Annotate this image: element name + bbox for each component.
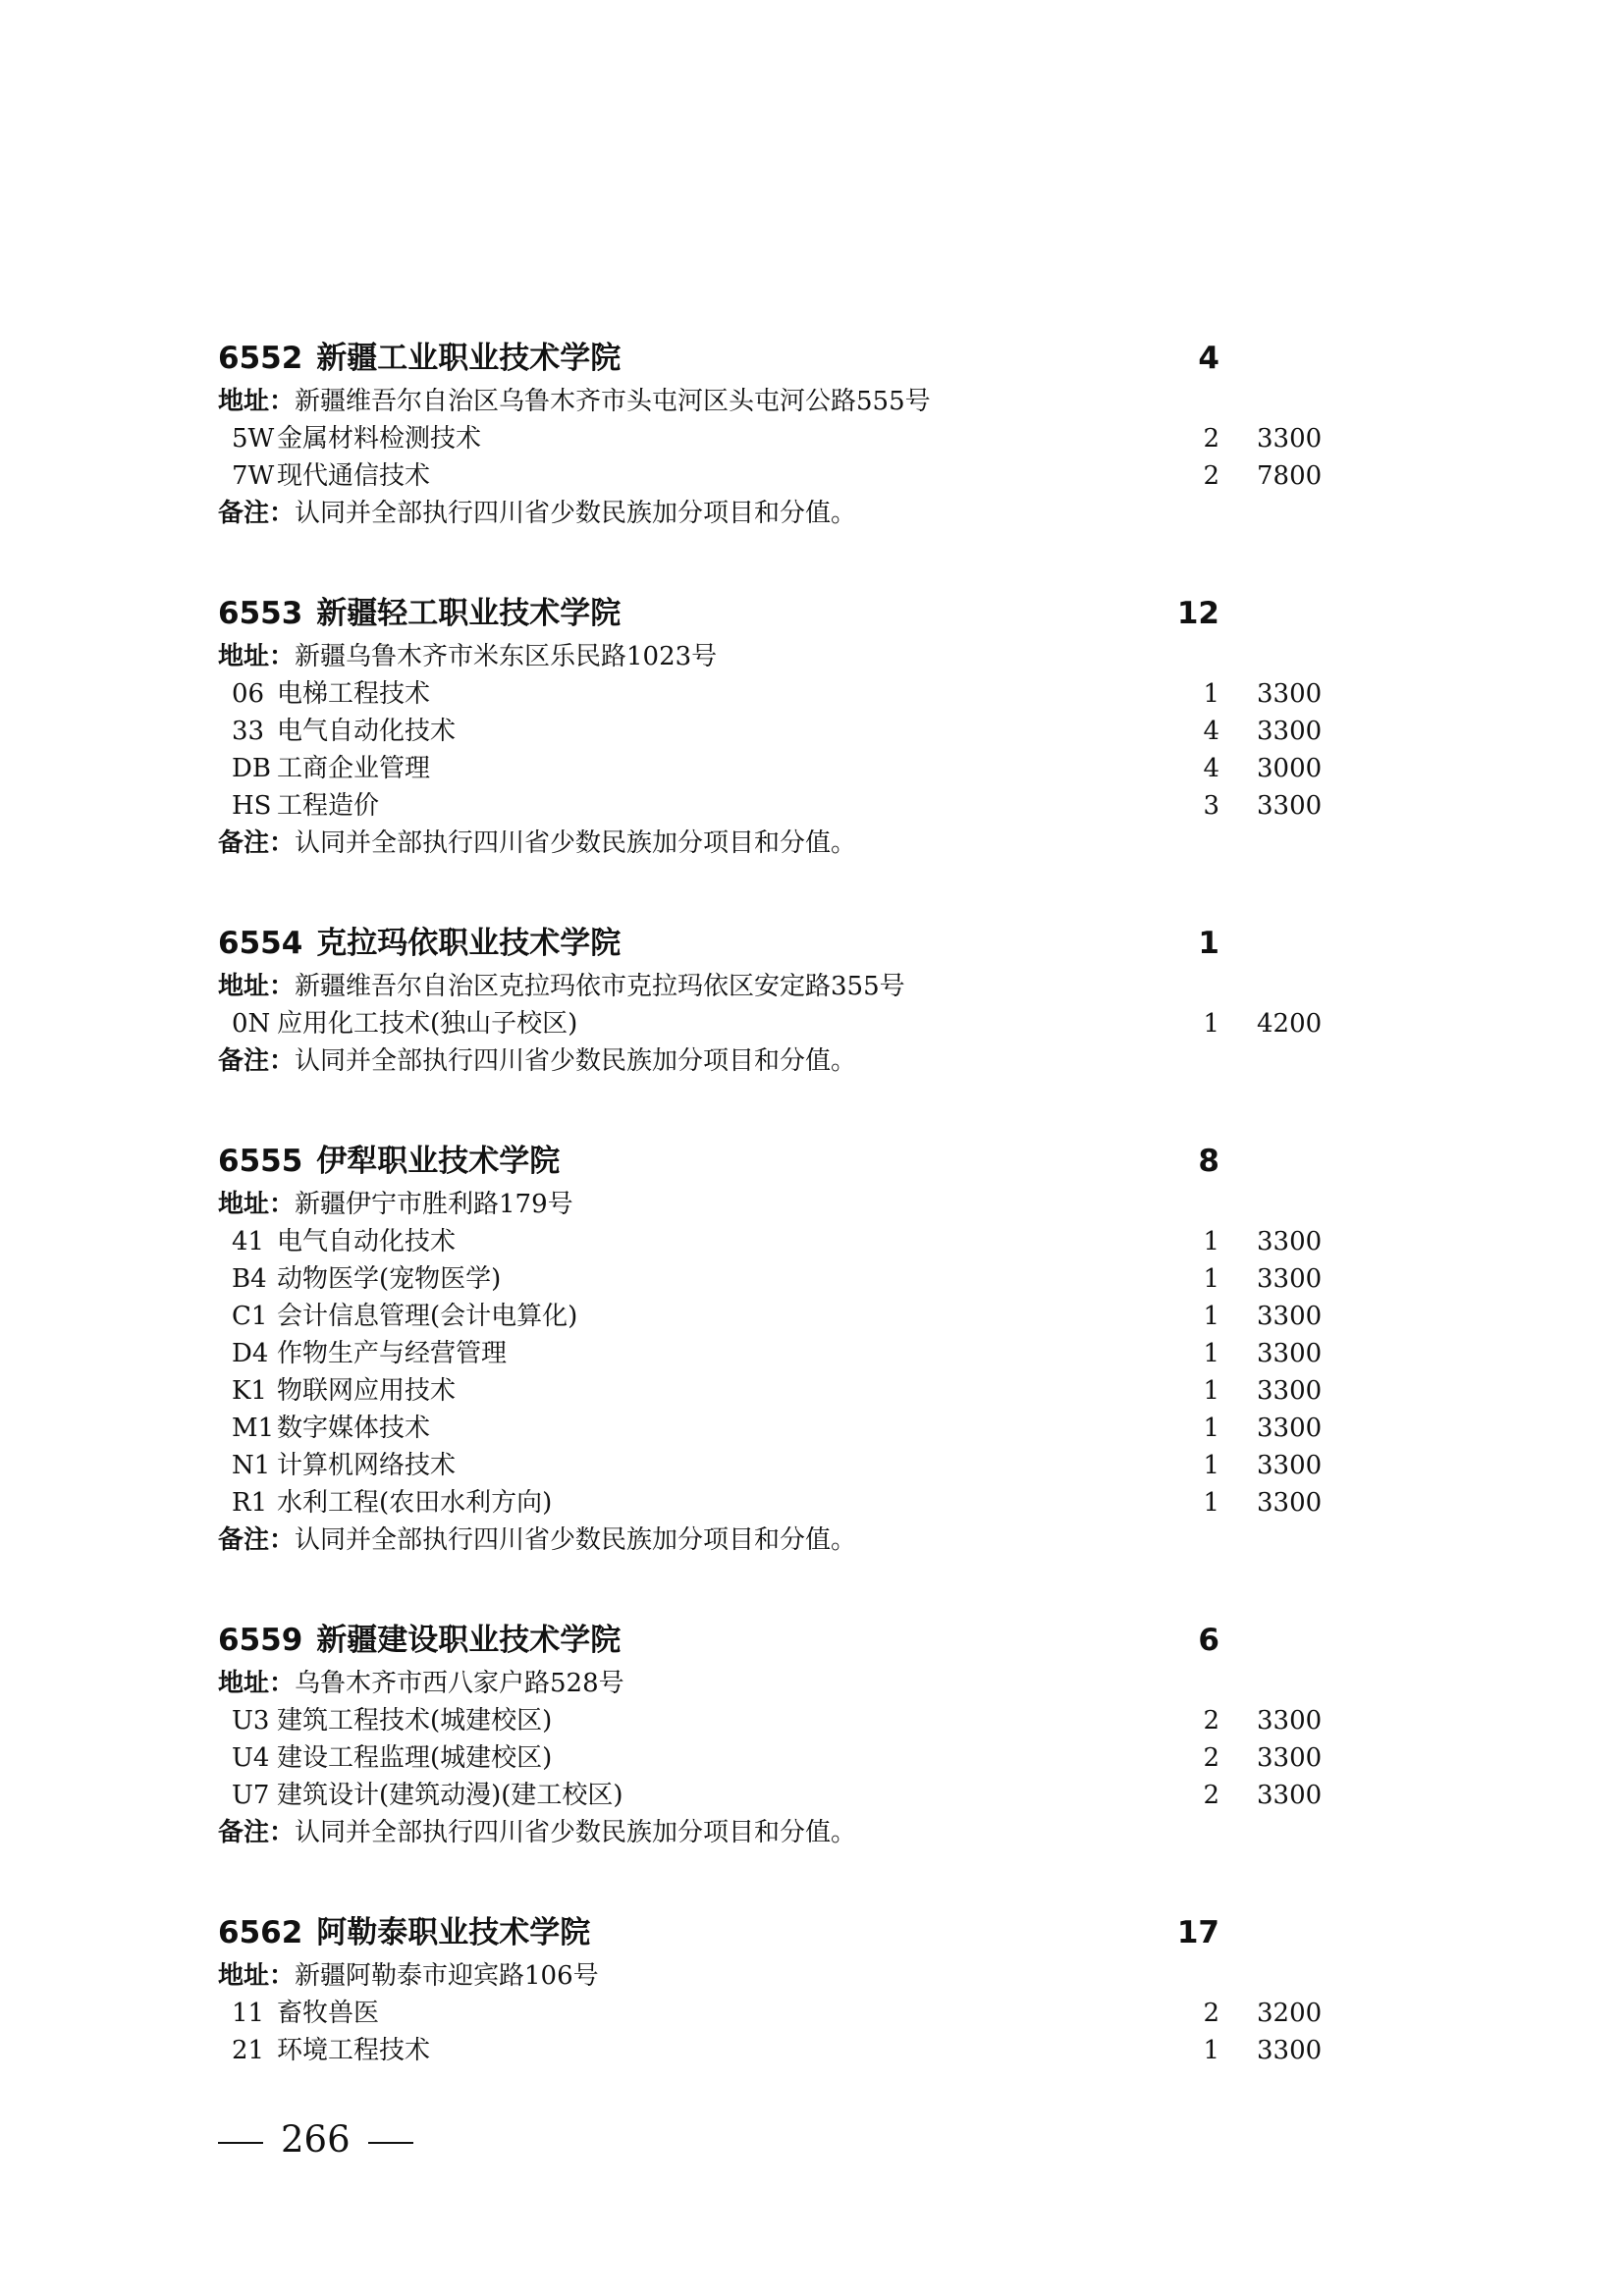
program-row	[218, 1739, 1347, 1777]
program-row	[218, 1223, 1347, 1260]
program-quota: 1	[1203, 1227, 1219, 1256]
school-code: 6554	[218, 926, 303, 961]
program-code: 5W	[232, 424, 275, 454]
program-row	[218, 420, 1347, 457]
note-label: 备注：	[218, 828, 296, 858]
program-fee: 7800	[1257, 461, 1323, 491]
program-code: U3	[232, 1706, 270, 1735]
program-fee: 3300	[1257, 1302, 1323, 1331]
program-row	[218, 1298, 1347, 1335]
program-quota: 1	[1203, 679, 1219, 709]
program-fee: 4200	[1257, 1009, 1323, 1039]
program-name: 建筑工程技术(城建校区)	[277, 1706, 553, 1735]
note-text: 认同并全部执行四川省少数民族加分项目和分值。	[295, 1818, 857, 1847]
school-name: 伊犁职业技术学院	[316, 1144, 561, 1179]
school-name: 克拉玛依职业技术学院	[316, 926, 622, 961]
note-label: 备注：	[218, 1525, 296, 1555]
program-fee: 3300	[1257, 1743, 1323, 1773]
program-name: 电气自动化技术	[277, 717, 457, 746]
school-list	[218, 334, 1347, 2126]
footer-dash-right	[368, 2142, 413, 2144]
school-code: 6555	[218, 1144, 303, 1179]
school-note	[218, 1814, 1347, 1851]
school-block	[218, 1616, 1347, 1851]
school-block	[218, 1908, 1347, 2069]
program-code: 21	[232, 2036, 265, 2065]
school-address	[218, 1665, 1347, 1702]
school-header	[218, 919, 1347, 968]
address-label: 地址：	[218, 1669, 296, 1698]
program-quota: 2	[1203, 424, 1219, 454]
program-name: 建设工程监理(城建校区)	[277, 1743, 553, 1773]
program-code: 7W	[232, 461, 275, 491]
program-quota: 1	[1203, 1302, 1219, 1331]
school-header	[218, 1616, 1347, 1665]
program-name: 会计信息管理(会计电算化)	[277, 1302, 578, 1331]
school-total-quota: 17	[1176, 1915, 1219, 1950]
program-fee: 3300	[1257, 1781, 1323, 1810]
program-code: 11	[232, 1999, 265, 2028]
program-quota: 2	[1203, 461, 1219, 491]
program-fee: 3300	[1257, 717, 1323, 746]
school-name: 阿勒泰职业技术学院	[316, 1915, 591, 1950]
program-row	[218, 787, 1347, 825]
page-number: 266	[281, 2118, 351, 2161]
address-label: 地址：	[218, 387, 296, 416]
program-row	[218, 750, 1347, 787]
school-code: 6552	[218, 341, 303, 376]
note-text: 认同并全部执行四川省少数民族加分项目和分值。	[295, 499, 857, 528]
program-row	[218, 1484, 1347, 1522]
school-header	[218, 1137, 1347, 1186]
program-code: HS	[232, 791, 272, 821]
address-text: 新疆伊宁市胜利路179号	[295, 1190, 573, 1219]
program-name: 金属材料检测技术	[277, 424, 482, 454]
school-name: 新疆建设职业技术学院	[316, 1623, 622, 1658]
program-name: 建筑设计(建筑动漫)(建工校区)	[277, 1781, 623, 1810]
school-code: 6553	[218, 596, 303, 631]
school-total-quota: 12	[1176, 596, 1219, 631]
school-address	[218, 1186, 1347, 1223]
address-label: 地址：	[218, 1190, 296, 1219]
school-note	[218, 825, 1347, 862]
program-row	[218, 1447, 1347, 1484]
program-code: DB	[232, 754, 271, 783]
school-total-quota: 4	[1198, 341, 1219, 376]
program-row	[218, 1005, 1347, 1042]
program-row	[218, 457, 1347, 495]
program-name: 应用化工技术(独山子校区)	[277, 1009, 578, 1039]
program-code: U4	[232, 1743, 270, 1773]
program-quota: 2	[1203, 1743, 1219, 1773]
program-name: 物联网应用技术	[277, 1376, 457, 1406]
school-address	[218, 383, 1347, 420]
program-name: 环境工程技术	[277, 2036, 431, 2065]
program-fee: 3000	[1257, 754, 1323, 783]
program-fee: 3300	[1257, 1451, 1323, 1480]
program-row	[218, 1260, 1347, 1298]
program-quota: 1	[1203, 1264, 1219, 1294]
school-address	[218, 1957, 1347, 1995]
program-row	[218, 713, 1347, 750]
program-quota: 4	[1203, 754, 1219, 783]
program-row	[218, 1335, 1347, 1372]
program-code: U7	[232, 1781, 270, 1810]
program-name: 电气自动化技术	[277, 1227, 457, 1256]
school-note	[218, 1522, 1347, 1559]
program-row	[218, 1372, 1347, 1410]
program-fee: 3300	[1257, 679, 1323, 709]
school-address	[218, 968, 1347, 1005]
program-fee: 3300	[1257, 2036, 1323, 2065]
program-code: 06	[232, 679, 265, 709]
address-text: 新疆乌鲁木齐市米东区乐民路1023号	[295, 642, 718, 671]
school-header	[218, 589, 1347, 638]
program-name: 工商企业管理	[277, 754, 431, 783]
note-label: 备注：	[218, 499, 296, 528]
program-quota: 1	[1203, 1488, 1219, 1518]
program-quota: 2	[1203, 1706, 1219, 1735]
school-block	[218, 334, 1347, 532]
program-quota: 1	[1203, 2036, 1219, 2065]
program-row	[218, 1410, 1347, 1447]
school-header	[218, 334, 1347, 383]
address-text: 新疆阿勒泰市迎宾路106号	[295, 1961, 599, 1991]
program-code: 33	[232, 717, 265, 746]
address-label: 地址：	[218, 1961, 296, 1991]
school-total-quota: 6	[1198, 1623, 1219, 1658]
school-note	[218, 495, 1347, 532]
program-quota: 4	[1203, 717, 1219, 746]
program-fee: 3300	[1257, 1339, 1323, 1368]
note-text: 认同并全部执行四川省少数民族加分项目和分值。	[295, 1525, 857, 1555]
school-address	[218, 638, 1347, 675]
program-code: D4	[232, 1339, 269, 1368]
program-name: 计算机网络技术	[277, 1451, 457, 1480]
program-fee: 3200	[1257, 1999, 1323, 2028]
school-note	[218, 1042, 1347, 1080]
school-name: 新疆工业职业技术学院	[316, 341, 622, 376]
address-text: 新疆维吾尔自治区乌鲁木齐市头屯河区头屯河公路555号	[295, 387, 931, 416]
program-code: N1	[232, 1451, 271, 1480]
program-row	[218, 1702, 1347, 1739]
program-quota: 1	[1203, 1451, 1219, 1480]
program-fee: 3300	[1257, 1264, 1323, 1294]
program-name: 工程造价	[277, 791, 380, 821]
program-quota: 2	[1203, 1999, 1219, 2028]
program-name: 现代通信技术	[277, 461, 431, 491]
program-quota: 1	[1203, 1009, 1219, 1039]
program-quota: 1	[1203, 1414, 1219, 1443]
note-label: 备注：	[218, 1046, 296, 1076]
note-label: 备注：	[218, 1818, 296, 1847]
note-text: 认同并全部执行四川省少数民族加分项目和分值。	[295, 828, 857, 858]
program-name: 水利工程(农田水利方向)	[277, 1488, 553, 1518]
school-header	[218, 1908, 1347, 1957]
program-code: 0N	[232, 1009, 271, 1039]
program-code: R1	[232, 1488, 268, 1518]
program-row	[218, 1995, 1347, 2032]
school-block	[218, 1137, 1347, 1559]
program-name: 数字媒体技术	[277, 1414, 431, 1443]
program-name: 动物医学(宠物医学)	[277, 1264, 502, 1294]
school-code: 6559	[218, 1623, 303, 1658]
program-fee: 3300	[1257, 424, 1323, 454]
program-quota: 3	[1203, 791, 1219, 821]
school-total-quota: 8	[1198, 1144, 1219, 1179]
school-block	[218, 919, 1347, 1080]
program-quota: 1	[1203, 1339, 1219, 1368]
program-row	[218, 2032, 1347, 2069]
program-fee: 3300	[1257, 1227, 1323, 1256]
address-text: 乌鲁木齐市西八家户路528号	[295, 1669, 624, 1698]
program-code: K1	[232, 1376, 267, 1406]
note-text: 认同并全部执行四川省少数民族加分项目和分值。	[295, 1046, 857, 1076]
address-label: 地址：	[218, 642, 296, 671]
school-code: 6562	[218, 1915, 303, 1950]
program-name: 作物生产与经营管理	[277, 1339, 508, 1368]
program-fee: 3300	[1257, 1488, 1323, 1518]
program-code: 41	[232, 1227, 265, 1256]
school-name: 新疆轻工职业技术学院	[316, 596, 622, 631]
program-code: M1	[232, 1414, 275, 1443]
school-total-quota: 1	[1198, 926, 1219, 961]
address-text: 新疆维吾尔自治区克拉玛依市克拉玛依区安定路355号	[295, 972, 905, 1001]
program-quota: 2	[1203, 1781, 1219, 1810]
program-name: 畜牧兽医	[277, 1999, 380, 2028]
program-row	[218, 675, 1347, 713]
address-label: 地址：	[218, 972, 296, 1001]
program-name: 电梯工程技术	[277, 679, 431, 709]
program-fee: 3300	[1257, 1414, 1323, 1443]
program-row	[218, 1777, 1347, 1814]
program-quota: 1	[1203, 1376, 1219, 1406]
program-fee: 3300	[1257, 1706, 1323, 1735]
footer-dash-left	[218, 2142, 263, 2144]
program-code: C1	[232, 1302, 268, 1331]
program-fee: 3300	[1257, 791, 1323, 821]
school-block	[218, 589, 1347, 862]
page-footer	[218, 2115, 413, 2164]
program-code: B4	[232, 1264, 267, 1294]
program-fee: 3300	[1257, 1376, 1323, 1406]
